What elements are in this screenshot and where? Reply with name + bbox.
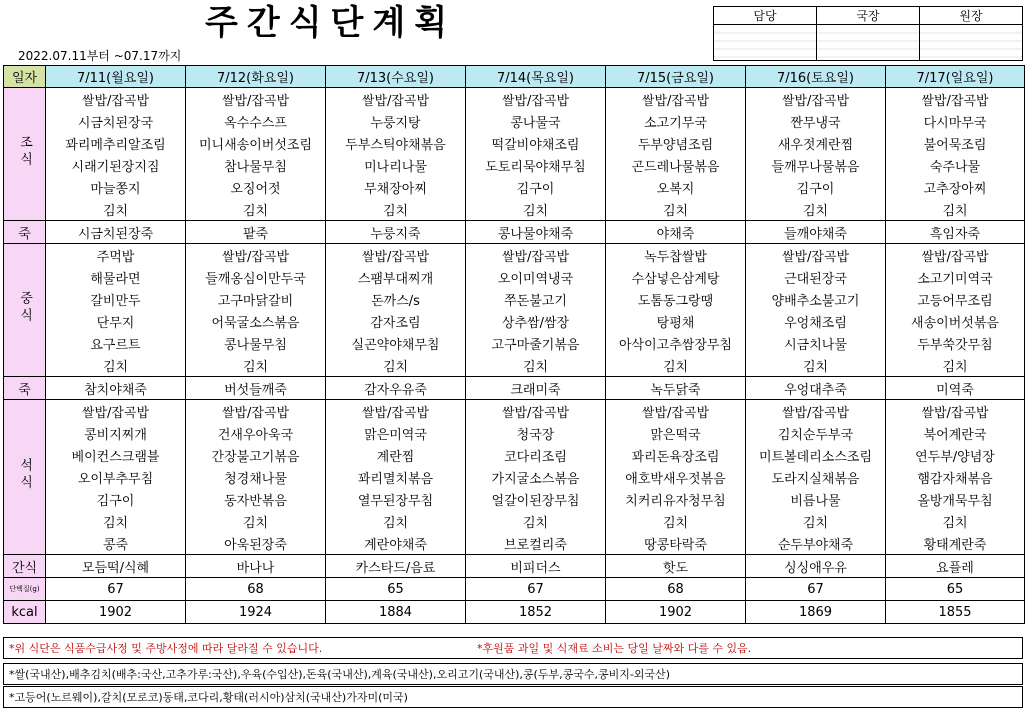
dinner-row bbox=[4, 488, 1025, 510]
menu-item: 꽈리메추리알조림 bbox=[46, 132, 186, 154]
menu-item: 새송이버섯볶음 bbox=[886, 310, 1025, 332]
menu-item: 김치 bbox=[186, 510, 326, 532]
menu-item: 쌀밥/잡곡밥 bbox=[186, 400, 326, 423]
menu-item: 계란야채죽 bbox=[326, 532, 466, 555]
menu-item: 김치 bbox=[886, 354, 1025, 377]
dinner-row bbox=[4, 444, 1025, 466]
menu-item: 애호박새우젓볶음 bbox=[606, 466, 746, 488]
menu-item: 어묵굴소스볶음 bbox=[186, 310, 326, 332]
breakfast-porridge-row bbox=[4, 221, 1025, 244]
origin-notice: *쌀(국내산),배추김치(배추:국산,고추가루:국산),우육(수입산),돈육(국내산),계육(국내산),오리고기(국내산),콩(두부,콩국수,콩비지-외국산) bbox=[3, 663, 1023, 685]
menu-item: 들깨무나물볶음 bbox=[746, 154, 886, 176]
snack-row-value: 카스타드/음료 bbox=[326, 555, 466, 578]
menu-item: 김치 bbox=[746, 354, 886, 377]
menu-item: 숙주나물 bbox=[886, 154, 1025, 176]
signature-box[interactable] bbox=[920, 25, 1023, 61]
menu-item: 김치 bbox=[886, 510, 1025, 532]
menu-item: 오징어젓 bbox=[186, 176, 326, 198]
menu-item: 상추쌈/쌈장 bbox=[466, 310, 606, 332]
menu-item: 도톰동그랑땡 bbox=[606, 288, 746, 310]
menu-item: 해물라면 bbox=[46, 266, 186, 288]
menu-item: 맑은떡국 bbox=[606, 422, 746, 444]
menu-item: 쌀밥/잡곡밥 bbox=[466, 400, 606, 423]
lunch-label-text: 중식 bbox=[17, 291, 32, 325]
menu-item: 김구이 bbox=[746, 176, 886, 198]
menu-item: 브로컬리죽 bbox=[466, 532, 606, 555]
menu-item: 쌀밥/잡곡밥 bbox=[746, 400, 886, 423]
menu-item: 떡갈비야채조림 bbox=[466, 132, 606, 154]
menu-item: 청경채나물 bbox=[186, 466, 326, 488]
menu-item: 김치 bbox=[606, 198, 746, 221]
menu-item: 쌀밥/잡곡밥 bbox=[46, 400, 186, 423]
snack-row-value: 모듬떡/식혜 bbox=[46, 555, 186, 578]
approval-label: 국장 bbox=[817, 7, 920, 25]
menu-item: 고추장아찌 bbox=[886, 176, 1025, 198]
day-header: 7/13(수요일) bbox=[326, 66, 466, 88]
menu-item: 김치 bbox=[746, 510, 886, 532]
lunch-porridge-row bbox=[4, 377, 1025, 400]
menu-item: 올방개묵무침 bbox=[886, 488, 1025, 510]
breakfast-label-text: 조식 bbox=[17, 135, 32, 169]
porridge-item: 야채죽 bbox=[606, 221, 746, 244]
kcal-row-value: 1852 bbox=[466, 601, 606, 624]
menu-item: 곤드레나물볶음 bbox=[606, 154, 746, 176]
lunch-row bbox=[4, 332, 1025, 354]
menu-item: 고구마줄기볶음 bbox=[466, 332, 606, 354]
breakfast-row bbox=[4, 176, 1025, 198]
snack-row bbox=[4, 555, 1025, 578]
menu-item: 쌀밥/잡곡밥 bbox=[606, 400, 746, 423]
menu-item: 김치순두부국 bbox=[746, 422, 886, 444]
menu-item: 갈비만두 bbox=[46, 288, 186, 310]
menu-item: 김치 bbox=[466, 198, 606, 221]
menu-item: 오이미역냉국 bbox=[466, 266, 606, 288]
snack-row-label: 간식 bbox=[4, 555, 46, 578]
menu-item: 시래기된장지짐 bbox=[46, 154, 186, 176]
date-column-label: 일자 bbox=[4, 66, 46, 88]
signature-box[interactable] bbox=[817, 25, 920, 61]
kcal-row-value: 1855 bbox=[886, 601, 1025, 624]
menu-item: 황태계란죽 bbox=[886, 532, 1025, 555]
dinner-row bbox=[4, 400, 1025, 423]
menu-item: 쌀밥/잡곡밥 bbox=[46, 88, 186, 111]
menu-item: 탕평채 bbox=[606, 310, 746, 332]
breakfast-label bbox=[4, 88, 46, 221]
kcal-row-label: kcal bbox=[4, 601, 46, 624]
menu-item: 쌀밥/잡곡밥 bbox=[186, 88, 326, 111]
porridge-item: 버섯들깨죽 bbox=[186, 377, 326, 400]
page-title: 주간식단계획 bbox=[205, 3, 457, 43]
porridge-item: 흑임자죽 bbox=[886, 221, 1025, 244]
menu-item: 실곤약야채무침 bbox=[326, 332, 466, 354]
menu-item: 김치 bbox=[46, 510, 186, 532]
menu-item: 가지굴소스볶음 bbox=[466, 466, 606, 488]
menu-item: 비름나물 bbox=[746, 488, 886, 510]
menu-item: 돈까스/s bbox=[326, 288, 466, 310]
menu-item: 동자반볶음 bbox=[186, 488, 326, 510]
lunch-row bbox=[4, 288, 1025, 310]
menu-item: 김구이 bbox=[466, 176, 606, 198]
menu-item: 열무된장무침 bbox=[326, 488, 466, 510]
snack-row-value: 바나나 bbox=[186, 555, 326, 578]
protein-row-value: 68 bbox=[606, 578, 746, 601]
menu-item: 김치 bbox=[186, 198, 326, 221]
lunch-row bbox=[4, 354, 1025, 377]
porridge-item: 누룽지죽 bbox=[326, 221, 466, 244]
menu-item: 주먹밥 bbox=[46, 244, 186, 267]
protein-row-value: 65 bbox=[886, 578, 1025, 601]
porridge-item: 참치야채죽 bbox=[46, 377, 186, 400]
menu-item: 녹두찹쌀밥 bbox=[606, 244, 746, 267]
dinner-label-text: 석식 bbox=[17, 458, 32, 492]
lunch-row bbox=[4, 266, 1025, 288]
menu-item: 건새우아욱국 bbox=[186, 422, 326, 444]
porridge-item: 팥죽 bbox=[186, 221, 326, 244]
origin-notice-2: *고등어(노르웨이),갈치(모로코)동태,코다리,황태(러시아)삼치(국내산)가자미(미국) bbox=[3, 686, 1023, 708]
menu-item: 쌀밥/잡곡밥 bbox=[606, 88, 746, 111]
porridge-item: 우엉대추죽 bbox=[746, 377, 886, 400]
notice-bar bbox=[3, 637, 1023, 659]
menu-item: 아삭이고추쌈장무침 bbox=[606, 332, 746, 354]
day-header: 7/11(월요일) bbox=[46, 66, 186, 88]
day-header-row bbox=[4, 66, 1025, 88]
protein-row-value: 67 bbox=[746, 578, 886, 601]
menu-item: 다시마무국 bbox=[886, 110, 1025, 132]
day-header: 7/17(일요일) bbox=[886, 66, 1025, 88]
dinner-label bbox=[4, 400, 46, 555]
menu-item: 쌀밥/잡곡밥 bbox=[746, 244, 886, 267]
approval-label: 담당 bbox=[714, 7, 817, 25]
day-header: 7/12(화요일) bbox=[186, 66, 326, 88]
menu-item: 김치 bbox=[606, 510, 746, 532]
menu-item: 김치 bbox=[46, 198, 186, 221]
menu-item: 누룽지탕 bbox=[326, 110, 466, 132]
menu-item: 도라지실채볶음 bbox=[746, 466, 886, 488]
dinner-row bbox=[4, 510, 1025, 532]
menu-item: 참나물무침 bbox=[186, 154, 326, 176]
day-header: 7/14(목요일) bbox=[466, 66, 606, 88]
menu-item: 소고기무국 bbox=[606, 110, 746, 132]
porridge-item: 들깨야채죽 bbox=[746, 221, 886, 244]
menu-item: 짠무냉국 bbox=[746, 110, 886, 132]
menu-item: 소고기미역국 bbox=[886, 266, 1025, 288]
menu-item: 두부스틱야채볶음 bbox=[326, 132, 466, 154]
kcal-row-value: 1869 bbox=[746, 601, 886, 624]
dinner-row bbox=[4, 466, 1025, 488]
menu-table bbox=[3, 65, 1025, 624]
menu-item: 치커리유자청무침 bbox=[606, 488, 746, 510]
menu-item: 양배추소불고기 bbox=[746, 288, 886, 310]
menu-item: 들깨옹심이만두국 bbox=[186, 266, 326, 288]
porridge-item: 크래미죽 bbox=[466, 377, 606, 400]
menu-item: 땅콩타락죽 bbox=[606, 532, 746, 555]
menu-item: 김치 bbox=[326, 198, 466, 221]
snack-row-value: 요플레 bbox=[886, 555, 1025, 578]
breakfast-row bbox=[4, 198, 1025, 221]
menu-item: 미트볼데리소스조림 bbox=[746, 444, 886, 466]
menu-item: 김치 bbox=[606, 354, 746, 377]
menu-item: 김치 bbox=[466, 510, 606, 532]
menu-item: 스팸부대찌개 bbox=[326, 266, 466, 288]
menu-item: 쌀밥/잡곡밥 bbox=[886, 244, 1025, 267]
menu-item: 꽈리멸치볶음 bbox=[326, 466, 466, 488]
snack-row-value: 싱싱애우유 bbox=[746, 555, 886, 578]
porridge-item: 콩나물야채죽 bbox=[466, 221, 606, 244]
porridge-item: 미역죽 bbox=[886, 377, 1025, 400]
dinner-row bbox=[4, 532, 1025, 555]
menu-item: 콩죽 bbox=[46, 532, 186, 555]
menu-item: 맑은미역국 bbox=[326, 422, 466, 444]
menu-item: 콩비지찌개 bbox=[46, 422, 186, 444]
menu-item: 아욱된장죽 bbox=[186, 532, 326, 555]
snack-row-value: 비피더스 bbox=[466, 555, 606, 578]
menu-item: 김치 bbox=[326, 354, 466, 377]
lunch-row bbox=[4, 310, 1025, 332]
menu-item: 김구이 bbox=[46, 488, 186, 510]
menu-item: 김치 bbox=[466, 354, 606, 377]
breakfast-row bbox=[4, 88, 1025, 111]
menu-item: 김치 bbox=[326, 510, 466, 532]
protein-row-value: 65 bbox=[326, 578, 466, 601]
dinner-row bbox=[4, 422, 1025, 444]
kcal-row-value: 1902 bbox=[46, 601, 186, 624]
protein-row-label: 단백질(g) bbox=[4, 578, 46, 601]
menu-item: 시금치나물 bbox=[746, 332, 886, 354]
porridge-label: 죽 bbox=[4, 377, 46, 400]
menu-item: 새우젓계란찜 bbox=[746, 132, 886, 154]
menu-item: 불어묵조림 bbox=[886, 132, 1025, 154]
menu-item: 도토리묵야채무침 bbox=[466, 154, 606, 176]
breakfast-row bbox=[4, 110, 1025, 132]
menu-item: 쌀밥/잡곡밥 bbox=[326, 400, 466, 423]
porridge-item: 감자우유죽 bbox=[326, 377, 466, 400]
day-header: 7/16(토요일) bbox=[746, 66, 886, 88]
menu-item: 쌀밥/잡곡밥 bbox=[326, 88, 466, 111]
signature-box[interactable] bbox=[714, 25, 817, 61]
menu-item: 오복지 bbox=[606, 176, 746, 198]
menu-item: 쌀밥/잡곡밥 bbox=[186, 244, 326, 267]
breakfast-row bbox=[4, 132, 1025, 154]
menu-item: 요구르트 bbox=[46, 332, 186, 354]
approval-label: 원장 bbox=[920, 7, 1023, 25]
menu-item: 쌀밥/잡곡밥 bbox=[886, 400, 1025, 423]
menu-item: 쌀밥/잡곡밥 bbox=[886, 88, 1025, 111]
donation-notice: *후원품 과일 및 식재료 소비는 당일 날짜와 다를 수 있음. bbox=[477, 642, 752, 655]
snack-row-value: 핫도 bbox=[606, 555, 746, 578]
menu-item: 콩나물무침 bbox=[186, 332, 326, 354]
menu-item: 순두부야채죽 bbox=[746, 532, 886, 555]
menu-item: 미나리나물 bbox=[326, 154, 466, 176]
menu-item: 우엉채조림 bbox=[746, 310, 886, 332]
menu-item: 두부양념조림 bbox=[606, 132, 746, 154]
menu-item: 콩나물국 bbox=[466, 110, 606, 132]
protein-row-value: 67 bbox=[46, 578, 186, 601]
menu-item: 얼갈이된장무침 bbox=[466, 488, 606, 510]
menu-item: 마늘쫑지 bbox=[46, 176, 186, 198]
menu-item: 무채장아찌 bbox=[326, 176, 466, 198]
menu-item: 옥수수스프 bbox=[186, 110, 326, 132]
porridge-item: 시금치된장죽 bbox=[46, 221, 186, 244]
menu-item: 청국장 bbox=[466, 422, 606, 444]
menu-item: 김치 bbox=[746, 198, 886, 221]
menu-item: 계란찜 bbox=[326, 444, 466, 466]
protein-row-value: 67 bbox=[466, 578, 606, 601]
menu-item: 연두부/양념장 bbox=[886, 444, 1025, 466]
menu-item: 오이부추무침 bbox=[46, 466, 186, 488]
protein-row bbox=[4, 578, 1025, 601]
menu-item: 단무지 bbox=[46, 310, 186, 332]
menu-item: 햄감자채볶음 bbox=[886, 466, 1025, 488]
menu-item: 고등어무조림 bbox=[886, 288, 1025, 310]
kcal-row-value: 1924 bbox=[186, 601, 326, 624]
porridge-item: 녹두닭죽 bbox=[606, 377, 746, 400]
menu-item: 김치 bbox=[886, 198, 1025, 221]
menu-item: 쭈돈불고기 bbox=[466, 288, 606, 310]
menu-item: 쌀밥/잡곡밥 bbox=[746, 88, 886, 111]
menu-item: 김치 bbox=[186, 354, 326, 377]
porridge-label: 죽 bbox=[4, 221, 46, 244]
approval-box bbox=[713, 6, 1023, 61]
menu-item: 쌀밥/잡곡밥 bbox=[466, 88, 606, 111]
menu-item: 베이컨스크램블 bbox=[46, 444, 186, 466]
menu-item: 고구마닭갈비 bbox=[186, 288, 326, 310]
menu-item: 쌀밥/잡곡밥 bbox=[326, 244, 466, 267]
menu-item: 쌀밥/잡곡밥 bbox=[466, 244, 606, 267]
lunch-row bbox=[4, 244, 1025, 267]
menu-item: 감자조림 bbox=[326, 310, 466, 332]
lunch-label bbox=[4, 244, 46, 377]
menu-item: 코다리조림 bbox=[466, 444, 606, 466]
menu-item: 꽈리돈육장조림 bbox=[606, 444, 746, 466]
day-header: 7/15(금요일) bbox=[606, 66, 746, 88]
menu-change-notice: *위 식단은 식품수급사정 및 주방사정에 따라 달라질 수 있습니다. bbox=[9, 642, 323, 655]
kcal-row-value: 1884 bbox=[326, 601, 466, 624]
kcal-row bbox=[4, 601, 1025, 624]
menu-item: 북어계란국 bbox=[886, 422, 1025, 444]
menu-item: 시금치된장국 bbox=[46, 110, 186, 132]
menu-item: 간장불고기볶음 bbox=[186, 444, 326, 466]
protein-row-value: 68 bbox=[186, 578, 326, 601]
menu-item: 두부쑥갓무침 bbox=[886, 332, 1025, 354]
menu-item: 근대된장국 bbox=[746, 266, 886, 288]
kcal-row-value: 1902 bbox=[606, 601, 746, 624]
menu-item: 수삼넣은삼계탕 bbox=[606, 266, 746, 288]
menu-item: 미니새송이버섯조림 bbox=[186, 132, 326, 154]
date-range: 2022.07.11부터 ~07.17까지 bbox=[18, 49, 182, 63]
menu-item: 김치 bbox=[46, 354, 186, 377]
breakfast-row bbox=[4, 154, 1025, 176]
